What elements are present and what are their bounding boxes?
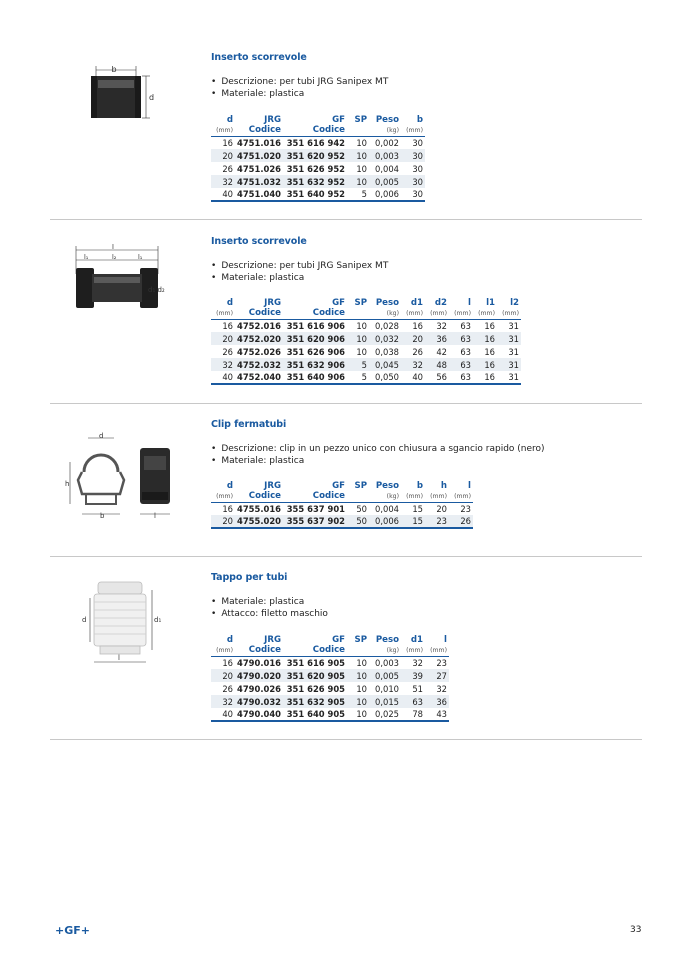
table-cell: 0,032 [369, 332, 401, 345]
table-cell: 16 [222, 503, 233, 514]
col-subheader: (mm) [211, 491, 235, 502]
col-header: d [226, 297, 233, 308]
table-cell: 20 [211, 515, 235, 528]
col-subheader: (kg) [369, 308, 401, 319]
col-header: d [226, 114, 233, 125]
bullet-list [211, 596, 328, 620]
col-subheader: (mm) [473, 308, 497, 319]
table-cell: 23 [460, 503, 471, 514]
table-cell: 4790.040 [235, 708, 283, 721]
table-cell: 40 [211, 188, 235, 201]
table-cell: 32 [436, 320, 447, 331]
table-row [211, 656, 449, 669]
table-cell: 355 637 902 [283, 515, 347, 528]
table-cell: 0,006 [369, 188, 401, 201]
col-header: b [416, 114, 423, 125]
table-cell: 26 [412, 346, 423, 357]
table-cell: 10 [347, 149, 369, 162]
col-header: l2 [510, 297, 519, 308]
col-header: d1 [410, 297, 423, 308]
table-cell: 0,045 [369, 358, 401, 371]
col-subheader: (mm) [401, 125, 425, 136]
col-subheader: Codice [283, 645, 347, 656]
spec-table-4 [211, 634, 449, 722]
table-cell: 351 640 906 [283, 371, 347, 384]
bullet-list [211, 260, 388, 284]
drawing-label-l2: l₂ [112, 253, 117, 261]
drawing-label-d: d [82, 616, 87, 624]
col-subheader: (mm) [211, 308, 235, 319]
col-header: d2 [434, 297, 447, 308]
table-cell: 0,010 [375, 683, 399, 694]
table-cell: 5 [347, 371, 369, 384]
table-cell: 78 [401, 708, 425, 721]
bullet-list [211, 443, 545, 467]
col-subheader: Codice [283, 308, 347, 319]
table-cell: 0,005 [369, 175, 401, 188]
table-cell: 4751.032 [235, 175, 283, 188]
section-title: Inserto scorrevole [211, 52, 307, 63]
table-cell: 10 [356, 683, 367, 694]
table-cell: 16 [473, 332, 497, 345]
table-cell: 16 [222, 657, 233, 668]
col-subheader: (mm) [425, 645, 449, 656]
table-cell: 42 [436, 346, 447, 357]
col-header: JRG [264, 297, 281, 308]
table-cell: 351 626 905 [286, 683, 345, 694]
table-cell: 351 626 906 [286, 346, 345, 357]
table-cell: 351 620 906 [283, 332, 347, 345]
bullet-item: • Materiale: plastica [211, 596, 328, 608]
table-row [211, 358, 521, 371]
col-header: JRG [264, 114, 281, 125]
table-cell: 4790.020 [235, 669, 283, 682]
table-cell: 20 [211, 332, 235, 345]
table-cell: 10 [356, 320, 367, 331]
table-cell: 351 640 952 [283, 188, 347, 201]
col-subheader: (mm) [211, 645, 235, 656]
table-cell: 351 632 906 [283, 358, 347, 371]
table-cell: 10 [356, 346, 367, 357]
col-subheader: (mm) [211, 125, 235, 136]
col-header: GF [332, 480, 345, 491]
table-cell: 0,038 [375, 346, 399, 357]
section-title: Inserto scorrevole [211, 236, 307, 247]
col-header: SP [354, 297, 367, 308]
table-cell: 26 [449, 515, 473, 528]
table-row [211, 371, 521, 384]
table-cell: 16 [222, 137, 233, 148]
table-cell: 32 [436, 683, 447, 694]
bullet-item: • Materiale: plastica [211, 455, 545, 467]
table-cell: 4790.032 [235, 695, 283, 708]
col-subheader: (kg) [369, 491, 401, 502]
table-cell: 48 [425, 358, 449, 371]
table-cell: 63 [460, 320, 471, 331]
table-cell: 4752.040 [235, 371, 283, 384]
col-subheader [347, 491, 369, 502]
table-cell: 31 [497, 358, 521, 371]
table-cell: 43 [425, 708, 449, 721]
table-cell: 351 620 952 [283, 149, 347, 162]
table-cell: 56 [425, 371, 449, 384]
col-subheader: (mm) [449, 308, 473, 319]
col-header: Peso [375, 634, 399, 645]
col-subheader [347, 308, 369, 319]
table-cell: 355 637 901 [286, 503, 345, 514]
table-cell: 0,003 [369, 149, 401, 162]
table-cell: 4790.026 [237, 683, 281, 694]
table-cell: 26 [222, 163, 233, 174]
table-cell: 40 [211, 371, 235, 384]
section-divider [50, 556, 642, 557]
col-header: GF [332, 297, 345, 308]
col-subheader: (mm) [401, 491, 425, 502]
table-cell: 0,003 [375, 657, 399, 668]
table-cell: 4751.040 [235, 188, 283, 201]
table-cell: 26 [222, 346, 233, 357]
table-cell: 16 [484, 320, 495, 331]
table-cell: 0,025 [369, 708, 401, 721]
table-cell: 4752.020 [235, 332, 283, 345]
bullet-list [211, 76, 388, 100]
table-cell: 351 626 952 [286, 163, 345, 174]
table-cell: 32 [211, 695, 235, 708]
drawing-label-d1d2: d₁ d₂ [148, 286, 165, 294]
gf-logo: +GF+ [55, 924, 90, 937]
col-subheader: (mm) [401, 308, 425, 319]
table-cell: 5 [347, 358, 369, 371]
table-cell: 0,005 [369, 669, 401, 682]
col-subheader: Codice [235, 125, 283, 136]
table-row [211, 332, 521, 345]
table-cell: 351 620 905 [283, 669, 347, 682]
col-subheader: Codice [283, 125, 347, 136]
table-cell: 4752.032 [235, 358, 283, 371]
table-cell: 10 [356, 657, 367, 668]
table-cell: 16 [222, 320, 233, 331]
table-cell: 23 [436, 657, 447, 668]
col-header: l [468, 480, 471, 491]
table-cell: 4752.016 [237, 320, 281, 331]
bullet-item: • Descrizione: per tubi JRG Sanipex MT [211, 260, 388, 272]
table-cell: 351 616 905 [286, 657, 345, 668]
table-row [211, 162, 425, 175]
table-cell: 4790.016 [237, 657, 281, 668]
spec-table-2 [211, 297, 521, 385]
spec-table-3 [211, 480, 473, 529]
drawing-label-d1: d₁ [154, 616, 162, 624]
col-header: GF [332, 114, 345, 125]
spec-table-1 [211, 114, 425, 202]
table-cell: 10 [347, 669, 369, 682]
col-subheader: (kg) [369, 645, 401, 656]
col-subheader: Codice [235, 308, 283, 319]
drawing-label-l1b: l₁ [138, 253, 143, 261]
table-cell: 30 [412, 137, 423, 148]
table-cell: 32 [211, 358, 235, 371]
col-header: JRG [264, 480, 281, 491]
table-cell: 31 [508, 346, 519, 357]
table-cell: 4751.016 [237, 137, 281, 148]
table-row [211, 149, 425, 162]
table-cell: 63 [401, 695, 425, 708]
table-cell: 10 [356, 163, 367, 174]
slide-insert-drawing-1 [60, 62, 170, 132]
drawing-label-h: h [65, 480, 70, 488]
col-header: d1 [410, 634, 423, 645]
table-cell: 351 616 906 [286, 320, 345, 331]
table-cell: 351 640 905 [283, 708, 347, 721]
col-header: Peso [375, 114, 399, 125]
table-cell: 20 [211, 669, 235, 682]
col-header: SP [354, 114, 367, 125]
table-cell: 51 [412, 683, 423, 694]
col-subheader: Codice [235, 645, 283, 656]
col-header: h [440, 480, 447, 491]
col-header: GF [332, 634, 345, 645]
table-cell: 50 [347, 515, 369, 528]
table-cell: 10 [347, 175, 369, 188]
drawing-label-l: l [154, 512, 156, 520]
bullet-item: • Materiale: plastica [211, 88, 388, 100]
section-divider [50, 219, 642, 220]
col-subheader: Codice [235, 491, 283, 502]
table-row [211, 695, 449, 708]
table-cell: 31 [508, 320, 519, 331]
col-header: d [226, 480, 233, 491]
col-header: l [444, 634, 447, 645]
table-cell: 20 [401, 332, 425, 345]
table-cell: 20 [436, 503, 447, 514]
table-cell: 30 [412, 163, 423, 174]
col-subheader [347, 645, 369, 656]
bullet-item: • Attacco: filetto maschio [211, 608, 328, 620]
table-cell: 15 [412, 503, 423, 514]
table-row [211, 669, 449, 682]
table-cell: 10 [347, 695, 369, 708]
col-header: l [468, 297, 471, 308]
col-header: l1 [486, 297, 495, 308]
table-cell: 351 616 942 [286, 137, 345, 148]
drawing-label-b: b [100, 512, 105, 520]
section-title: Tappo per tubi [211, 572, 288, 583]
pipe-plug-drawing [72, 578, 172, 668]
table-row [211, 708, 449, 721]
table-cell: 4751.020 [235, 149, 283, 162]
table-cell: 30 [401, 188, 425, 201]
table-cell: 10 [356, 137, 367, 148]
drawing-label-d: d [149, 93, 155, 102]
table-cell: 31 [497, 371, 521, 384]
table-row [211, 319, 521, 332]
table-cell: 351 632 905 [283, 695, 347, 708]
table-cell: 32 [401, 358, 425, 371]
page-number: 33 [630, 925, 642, 935]
table-cell: 39 [401, 669, 425, 682]
table-cell: 4755.020 [235, 515, 283, 528]
pipe-clip-drawing [62, 432, 182, 522]
table-cell: 0,028 [375, 320, 399, 331]
table-cell: 40 [401, 371, 425, 384]
table-cell: 30 [401, 175, 425, 188]
table-cell: 23 [425, 515, 449, 528]
table-cell: 16 [484, 346, 495, 357]
table-cell: 32 [211, 175, 235, 188]
table-cell: 36 [425, 695, 449, 708]
table-cell: 0,002 [375, 137, 399, 148]
table-row [211, 515, 473, 528]
col-header: Peso [375, 297, 399, 308]
table-cell: 351 632 952 [283, 175, 347, 188]
col-header: JRG [264, 634, 281, 645]
table-cell: 63 [449, 332, 473, 345]
table-cell: 36 [425, 332, 449, 345]
table-row [211, 502, 473, 515]
table-row [211, 136, 425, 149]
table-cell: 4751.026 [237, 163, 281, 174]
section-divider [50, 403, 642, 404]
table-cell: 0,050 [369, 371, 401, 384]
col-subheader: (mm) [497, 308, 521, 319]
table-cell: 0,004 [375, 503, 399, 514]
col-subheader: (kg) [369, 125, 401, 136]
table-cell: 0,006 [369, 515, 401, 528]
table-cell: 30 [401, 149, 425, 162]
table-cell: 63 [449, 358, 473, 371]
drawing-label-d: d [99, 432, 104, 440]
table-cell: 16 [473, 371, 497, 384]
table-cell: 16 [412, 320, 423, 331]
section-title: Clip fermatubi [211, 419, 287, 430]
bullet-item: • Materiale: plastica [211, 272, 388, 284]
col-subheader: (mm) [425, 491, 449, 502]
col-subheader: (mm) [425, 308, 449, 319]
table-cell: 50 [356, 503, 367, 514]
col-header: b [416, 480, 423, 491]
drawing-label-l: l [118, 654, 120, 662]
col-subheader [347, 125, 369, 136]
table-cell: 27 [425, 669, 449, 682]
drawing-label-b: b [111, 65, 117, 74]
table-row [211, 188, 425, 201]
table-cell: 16 [473, 358, 497, 371]
slide-insert-drawing-2 [62, 244, 172, 324]
table-cell: 26 [222, 683, 233, 694]
table-cell: 63 [460, 346, 471, 357]
table-row [211, 345, 521, 358]
table-cell: 40 [211, 708, 235, 721]
table-cell: 0,015 [369, 695, 401, 708]
table-cell: 31 [497, 332, 521, 345]
table-cell: 10 [347, 332, 369, 345]
table-cell: 15 [401, 515, 425, 528]
bullet-item: • Descrizione: per tubi JRG Sanipex MT [211, 76, 388, 88]
col-header: Peso [375, 480, 399, 491]
drawing-label-l1: l₁ [84, 253, 89, 261]
col-subheader: Codice [283, 491, 347, 502]
col-subheader: (mm) [401, 645, 425, 656]
table-cell: 63 [449, 371, 473, 384]
col-header: SP [354, 634, 367, 645]
table-cell: 0,004 [375, 163, 399, 174]
col-header: SP [354, 480, 367, 491]
col-subheader: (mm) [449, 491, 473, 502]
section-divider [50, 739, 642, 740]
table-cell: 20 [211, 149, 235, 162]
col-header: d [226, 634, 233, 645]
bullet-item: • Descrizione: clip in un pezzo unico con chiusura a sgancio rapido (nero) [211, 443, 545, 455]
table-cell: 10 [347, 708, 369, 721]
drawing-label-l: l [112, 244, 114, 251]
table-cell: 32 [412, 657, 423, 668]
table-cell: 4752.026 [237, 346, 281, 357]
table-cell: 4755.016 [237, 503, 281, 514]
table-cell: 5 [347, 188, 369, 201]
table-row [211, 682, 449, 695]
table-row [211, 175, 425, 188]
